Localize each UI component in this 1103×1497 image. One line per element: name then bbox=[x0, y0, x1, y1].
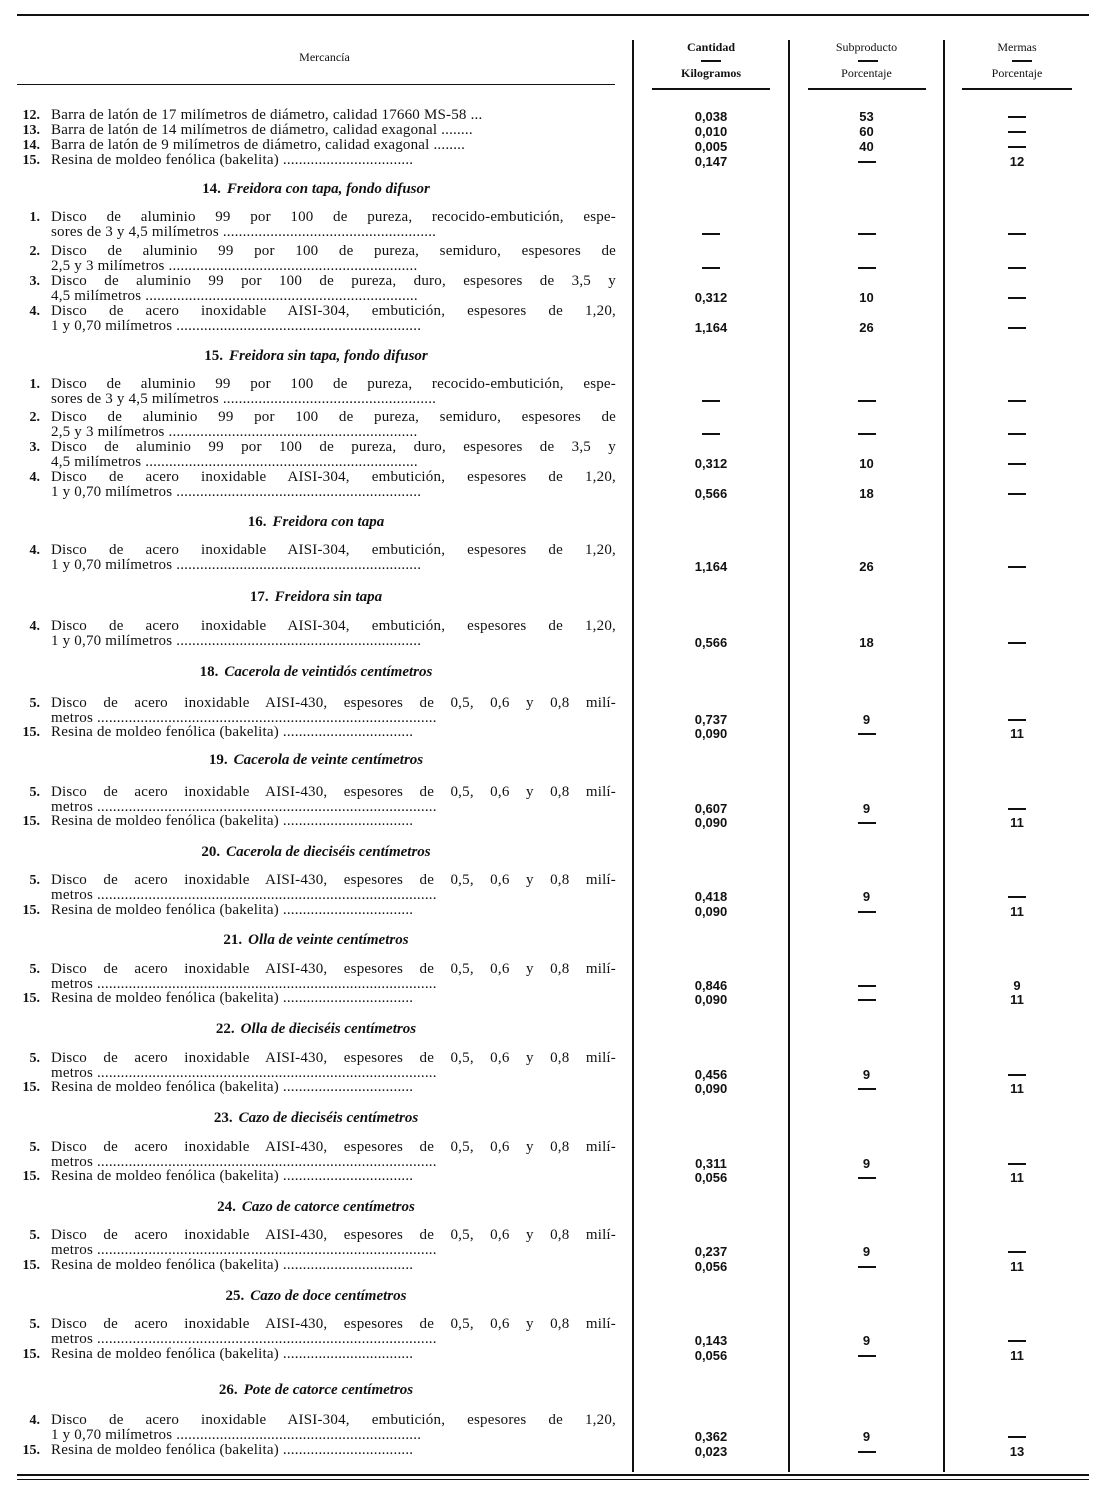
description-line: Resina de moldeo fenólica (bakelita) ................................. bbox=[51, 1443, 414, 1458]
item-number: 4. bbox=[29, 304, 40, 319]
description-line: Resina de moldeo fenólica (bakelita) ................................. bbox=[51, 991, 414, 1006]
subproduct-percent: 10 bbox=[859, 290, 874, 305]
quantity-kg: 0,456 bbox=[694, 1067, 728, 1082]
description-line: 1 y 0,70 milímetros .............................................................. bbox=[51, 558, 422, 573]
item-description bbox=[51, 440, 616, 470]
description-line: Disco de acero inoxidable AISI-430, espesores de 0,5, 0,6 y 0,8 milí- bbox=[51, 1140, 616, 1155]
item-description bbox=[51, 903, 616, 918]
description-line: Resina de moldeo fenólica (bakelita) ................................. bbox=[51, 1347, 414, 1362]
quantity-kg: 0,143 bbox=[694, 1333, 728, 1348]
item-number: 15. bbox=[22, 1347, 40, 1362]
subproduct-percent: 9 bbox=[862, 1156, 871, 1171]
description-line: Resina de moldeo fenólica (bakelita) ................................. bbox=[51, 725, 414, 740]
section-number: 24. bbox=[217, 1199, 236, 1215]
description-line: Disco de acero inoxidable AISI-304, embutición, espesores de 1,20, bbox=[51, 1413, 616, 1428]
section-label: Pote de catorce centímetros bbox=[243, 1382, 414, 1398]
subproduct-percent-dash bbox=[858, 161, 876, 163]
description-line: 4,5 milímetros ..................................................................... bbox=[51, 289, 418, 304]
item-description bbox=[51, 304, 616, 334]
section-label: Olla de dieciséis centímetros bbox=[240, 1021, 417, 1037]
subproduct-percent-dash bbox=[858, 1355, 876, 1357]
subproduct-percent: 9 bbox=[862, 1429, 871, 1444]
description-line: Disco de acero inoxidable AISI-304, embutición, espesores de 1,20, bbox=[51, 304, 616, 319]
description-line: Disco de aluminio 99 por 100 de pureza, recocido-embutición, espe- bbox=[51, 210, 616, 225]
subproduct-percent: 60 bbox=[859, 124, 874, 139]
header-subproducto: Subproducto bbox=[835, 40, 898, 54]
header-sub-porcentaje: Porcentaje bbox=[841, 66, 892, 80]
header-mermas-dash bbox=[1012, 60, 1032, 62]
item-number: 5. bbox=[29, 962, 40, 977]
item-description bbox=[51, 470, 616, 500]
item-description bbox=[51, 274, 616, 304]
item-description bbox=[51, 962, 616, 992]
waste-percent: 11 bbox=[1010, 1081, 1024, 1096]
quantity-kg: 0,362 bbox=[694, 1429, 728, 1444]
section-number: 26. bbox=[218, 1382, 238, 1398]
description-line: 2,5 y 3 milímetros ............................................................... bbox=[51, 259, 418, 274]
description-line: metros ...................................................................................... bbox=[51, 1332, 437, 1347]
description-line: Disco de acero inoxidable AISI-430, espesores de 0,5, 0,6 y 0,8 milí- bbox=[51, 1228, 616, 1243]
description-line: metros ...................................................................................... bbox=[51, 1243, 437, 1258]
section-title bbox=[0, 348, 632, 365]
description-line: Resina de moldeo fenólica (bakelita) ................................. bbox=[51, 814, 414, 829]
section-label: Cazo de doce centímetros bbox=[250, 1288, 407, 1304]
item-number: 5. bbox=[29, 696, 40, 711]
item-number: 14. bbox=[22, 138, 40, 153]
item-description bbox=[51, 785, 616, 815]
section-label: Olla de veinte centímetros bbox=[248, 932, 409, 948]
description-line: sores de 3 y 4,5 milímetros ...................................................... bbox=[51, 392, 437, 407]
waste-percent-dash bbox=[1008, 642, 1026, 644]
quantity-kg: 0,090 bbox=[694, 815, 728, 830]
subproduct-percent-dash bbox=[858, 1451, 876, 1453]
header-mercancia: Mercancía bbox=[299, 50, 350, 64]
quantity-kg-dash bbox=[702, 433, 720, 435]
section-title bbox=[0, 1288, 632, 1305]
description-line: 1 y 0,70 milímetros .............................................................. bbox=[51, 485, 422, 500]
subproduct-percent-dash bbox=[858, 1177, 876, 1179]
section-label: Cacerola de veintidós centímetros bbox=[224, 664, 433, 680]
section-number: 19. bbox=[208, 752, 228, 768]
item-description bbox=[51, 377, 616, 407]
description-line: metros ...................................................................................... bbox=[51, 1155, 437, 1170]
quantity-kg: 0,038 bbox=[694, 109, 728, 124]
item-number: 2. bbox=[29, 410, 40, 425]
item-description bbox=[51, 619, 616, 649]
section-title bbox=[0, 589, 632, 606]
subproduct-percent: 40 bbox=[859, 139, 874, 154]
section-title bbox=[0, 1199, 632, 1216]
waste-percent-dash bbox=[1008, 463, 1026, 465]
subproduct-percent-dash bbox=[858, 1266, 876, 1268]
subproduct-percent: 10 bbox=[859, 456, 874, 471]
item-number: 2. bbox=[29, 244, 40, 259]
waste-percent-dash bbox=[1008, 566, 1026, 568]
waste-percent-dash bbox=[1008, 267, 1026, 269]
description-line: Barra de latón de 9 milímetros de diámetro, calidad exagonal ........ bbox=[51, 138, 466, 153]
item-description bbox=[51, 1347, 616, 1362]
item-number: 15. bbox=[22, 153, 40, 168]
subproduct-percent: 9 bbox=[862, 1067, 871, 1082]
item-number: 4. bbox=[29, 1413, 40, 1428]
subproduct-percent: 9 bbox=[862, 889, 871, 904]
description-line: Disco de acero inoxidable AISI-430, espesores de 0,5, 0,6 y 0,8 milí- bbox=[51, 696, 616, 711]
item-description bbox=[51, 873, 616, 903]
subproduct-percent: 53 bbox=[859, 109, 874, 124]
subproduct-percent-dash bbox=[858, 400, 876, 402]
item-number: 4. bbox=[29, 619, 40, 634]
item-description bbox=[51, 210, 616, 240]
subproduct-percent-dash bbox=[858, 822, 876, 824]
bottom-rule-2 bbox=[17, 1479, 1089, 1480]
header-mercancia-underline bbox=[17, 84, 615, 85]
bottom-rule-1 bbox=[17, 1474, 1089, 1476]
header-mermas-underline bbox=[962, 88, 1072, 90]
header-cantidad-dash bbox=[701, 60, 721, 62]
subproduct-percent: 26 bbox=[859, 559, 874, 574]
quantity-kg-dash bbox=[702, 400, 720, 402]
quantity-kg: 0,418 bbox=[694, 889, 728, 904]
item-number: 15. bbox=[22, 1258, 40, 1273]
subproduct-percent: 18 bbox=[859, 635, 874, 650]
description-line: Disco de acero inoxidable AISI-430, espesores de 0,5, 0,6 y 0,8 milí- bbox=[51, 1051, 616, 1066]
header-mermas: Mermas bbox=[997, 40, 1037, 54]
item-number: 12. bbox=[22, 108, 40, 123]
section-title bbox=[0, 1382, 632, 1399]
section-number: 22. bbox=[215, 1021, 235, 1037]
description-line: Resina de moldeo fenólica (bakelita) ................................. bbox=[51, 1258, 414, 1273]
item-number: 5. bbox=[29, 1140, 40, 1155]
subproduct-percent-dash bbox=[858, 233, 876, 235]
section-number: 18. bbox=[199, 664, 219, 680]
item-number: 1. bbox=[29, 210, 40, 225]
description-line: Resina de moldeo fenólica (bakelita) ................................. bbox=[51, 153, 414, 168]
quantity-kg: 0,147 bbox=[694, 154, 728, 169]
waste-percent-dash bbox=[1008, 808, 1026, 810]
section-label: Cacerola de dieciséis centímetros bbox=[226, 844, 431, 860]
waste-percent-dash bbox=[1008, 1163, 1026, 1165]
section-label: Freidora sin tapa bbox=[274, 589, 383, 605]
waste-percent-dash bbox=[1008, 896, 1026, 898]
quantity-kg: 0,846 bbox=[694, 978, 728, 993]
section-title bbox=[0, 514, 632, 531]
section-number: 14. bbox=[202, 181, 221, 197]
section-title bbox=[0, 752, 632, 769]
header-subproducto-underline bbox=[808, 88, 926, 90]
item-description bbox=[51, 814, 616, 829]
item-number: 3. bbox=[29, 440, 40, 455]
item-description bbox=[51, 410, 616, 440]
item-description bbox=[51, 725, 616, 740]
description-line: Disco de aluminio 99 por 100 de pureza, duro, espesores de 3,5 y bbox=[51, 440, 616, 455]
section-number: 21. bbox=[223, 932, 243, 948]
section-number: 25. bbox=[225, 1288, 245, 1304]
description-line: Barra de latón de 14 milímetros de diámetro, calidad exagonal ........ bbox=[51, 123, 473, 138]
quantity-kg-dash bbox=[702, 267, 720, 269]
section-number: 16. bbox=[247, 514, 267, 530]
item-description bbox=[51, 1317, 616, 1347]
description-line: Resina de moldeo fenólica (bakelita) ................................. bbox=[51, 1169, 414, 1184]
waste-percent: 11 bbox=[1010, 815, 1024, 830]
description-line: Disco de acero inoxidable AISI-304, embutición, espesores de 1,20, bbox=[51, 543, 616, 558]
item-number: 5. bbox=[29, 785, 40, 800]
quantity-kg: 0,056 bbox=[694, 1259, 728, 1274]
section-label: Freidora sin tapa, fondo difusor bbox=[228, 348, 428, 364]
item-description bbox=[51, 1443, 616, 1458]
description-line: 1 y 0,70 milímetros .............................................................. bbox=[51, 319, 422, 334]
item-description bbox=[51, 1051, 616, 1081]
column-divider-3 bbox=[943, 40, 945, 1472]
subproduct-percent: 18 bbox=[859, 486, 874, 501]
waste-percent: 9 bbox=[1013, 978, 1021, 993]
waste-percent: 11 bbox=[1010, 726, 1024, 741]
waste-percent: 11 bbox=[1010, 1170, 1024, 1185]
quantity-kg-dash bbox=[702, 233, 720, 235]
description-line: Disco de aluminio 99 por 100 de pureza, semiduro, espesores de bbox=[51, 410, 616, 425]
subproduct-percent: 9 bbox=[862, 1333, 871, 1348]
waste-percent-dash bbox=[1008, 233, 1026, 235]
description-line: metros ...................................................................................... bbox=[51, 711, 437, 726]
item-number: 15. bbox=[22, 814, 40, 829]
section-title bbox=[0, 844, 632, 861]
header-kilogramos: Kilogramos bbox=[681, 66, 741, 80]
item-number: 4. bbox=[29, 470, 40, 485]
waste-percent: 11 bbox=[1010, 904, 1024, 919]
item-description bbox=[51, 543, 616, 573]
item-description bbox=[51, 153, 616, 168]
section-number: 17. bbox=[249, 589, 269, 605]
item-number: 3. bbox=[29, 274, 40, 289]
item-number: 15. bbox=[22, 991, 40, 1006]
waste-percent: 12 bbox=[1009, 154, 1025, 169]
description-line: Disco de acero inoxidable AISI-430, espesores de 0,5, 0,6 y 0,8 milí- bbox=[51, 785, 616, 800]
section-title bbox=[0, 664, 632, 681]
quantity-kg: 0,737 bbox=[694, 712, 728, 727]
header-cantidad: Cantidad bbox=[686, 40, 736, 54]
section-title bbox=[0, 932, 632, 949]
subproduct-percent: 9 bbox=[862, 1244, 871, 1259]
quantity-kg: 0,566 bbox=[694, 635, 728, 650]
waste-percent-dash bbox=[1008, 1340, 1026, 1342]
waste-percent-dash bbox=[1008, 719, 1026, 721]
section-label: Freidora con tapa bbox=[272, 514, 385, 530]
waste-percent-dash bbox=[1008, 327, 1026, 329]
description-line: Disco de aluminio 99 por 100 de pureza, semiduro, espesores de bbox=[51, 244, 616, 259]
quantity-kg: 0,005 bbox=[694, 139, 728, 154]
waste-percent-dash bbox=[1008, 116, 1026, 118]
description-line: Disco de acero inoxidable AISI-430, espesores de 0,5, 0,6 y 0,8 milí- bbox=[51, 962, 616, 977]
subproduct-percent: 26 bbox=[859, 320, 874, 335]
quantity-kg: 0,023 bbox=[694, 1444, 728, 1459]
item-number: 4. bbox=[29, 543, 40, 558]
quantity-kg: 0,312 bbox=[694, 456, 728, 471]
waste-percent-dash bbox=[1008, 1074, 1026, 1076]
item-number: 5. bbox=[29, 1051, 40, 1066]
subproduct-percent-dash bbox=[858, 985, 876, 987]
waste-percent-dash bbox=[1008, 493, 1026, 495]
waste-percent-dash bbox=[1008, 297, 1026, 299]
item-number: 5. bbox=[29, 1317, 40, 1332]
description-line: 4,5 milímetros ..................................................................... bbox=[51, 455, 418, 470]
section-label: Cazo de catorce centímetros bbox=[241, 1199, 415, 1215]
item-description bbox=[51, 138, 616, 153]
waste-percent: 11 bbox=[1010, 1348, 1024, 1363]
section-label: Freidora con tapa, fondo difusor bbox=[226, 181, 430, 197]
description-line: Disco de acero inoxidable AISI-430, espesores de 0,5, 0,6 y 0,8 milí- bbox=[51, 1317, 616, 1332]
item-number: 13. bbox=[22, 123, 40, 138]
quantity-kg: 0,090 bbox=[694, 992, 728, 1007]
description-line: Barra de latón de 17 milímetros de diámetro, calidad 17660 MS-58 ... bbox=[51, 108, 483, 123]
item-number: 5. bbox=[29, 873, 40, 888]
quantity-kg: 0,566 bbox=[694, 486, 728, 501]
item-number: 1. bbox=[29, 377, 40, 392]
section-title bbox=[0, 181, 632, 198]
item-number: 15. bbox=[22, 1080, 40, 1095]
description-line: 1 y 0,70 milímetros .............................................................. bbox=[51, 634, 422, 649]
description-line: Disco de acero inoxidable AISI-430, espesores de 0,5, 0,6 y 0,8 milí- bbox=[51, 873, 616, 888]
description-line: metros ...................................................................................... bbox=[51, 977, 437, 992]
description-line: Disco de acero inoxidable AISI-304, embutición, espesores de 1,20, bbox=[51, 619, 616, 634]
quantity-kg: 0,311 bbox=[695, 1156, 727, 1171]
section-label: Cacerola de veinte centímetros bbox=[233, 752, 424, 768]
waste-percent: 13 bbox=[1009, 1444, 1025, 1459]
description-line: Resina de moldeo fenólica (bakelita) ................................. bbox=[51, 1080, 414, 1095]
subproduct-percent-dash bbox=[858, 267, 876, 269]
item-description bbox=[51, 1258, 616, 1273]
item-number: 15. bbox=[22, 1169, 40, 1184]
section-number: 15. bbox=[204, 348, 223, 364]
description-line: Disco de acero inoxidable AISI-304, embutición, espesores de 1,20, bbox=[51, 470, 616, 485]
item-description bbox=[51, 1413, 616, 1443]
quantity-kg: 0,090 bbox=[694, 726, 728, 741]
waste-percent-dash bbox=[1008, 131, 1026, 133]
item-description bbox=[51, 991, 616, 1006]
item-description bbox=[51, 1140, 616, 1170]
description-line: Resina de moldeo fenólica (bakelita) ................................. bbox=[51, 903, 414, 918]
waste-percent-dash bbox=[1008, 400, 1026, 402]
section-number: 20. bbox=[201, 844, 221, 860]
waste-percent-dash bbox=[1008, 1251, 1026, 1253]
item-number: 15. bbox=[22, 903, 40, 918]
item-description bbox=[51, 123, 616, 138]
item-description bbox=[51, 1080, 616, 1095]
subproduct-percent-dash bbox=[858, 999, 876, 1001]
quantity-kg: 0,010 bbox=[694, 124, 728, 139]
section-title bbox=[0, 1021, 632, 1038]
quantity-kg: 0,090 bbox=[694, 1081, 728, 1096]
item-description bbox=[51, 244, 616, 274]
description-line: 2,5 y 3 milímetros ............................................................... bbox=[51, 425, 418, 440]
description-line: sores de 3 y 4,5 milímetros ...................................................... bbox=[51, 225, 437, 240]
item-description bbox=[51, 1169, 616, 1184]
item-number: 15. bbox=[22, 1443, 40, 1458]
item-description bbox=[51, 108, 616, 123]
waste-percent-dash bbox=[1008, 146, 1026, 148]
subproduct-percent-dash bbox=[858, 911, 876, 913]
section-title bbox=[0, 1110, 632, 1127]
description-line: Disco de aluminio 99 por 100 de pureza, duro, espesores de 3,5 y bbox=[51, 274, 616, 289]
waste-percent-dash bbox=[1008, 1436, 1026, 1438]
section-label: Cazo de dieciséis centímetros bbox=[238, 1110, 419, 1126]
waste-percent-dash bbox=[1008, 433, 1026, 435]
top-rule bbox=[17, 14, 1089, 16]
subproduct-percent-dash bbox=[858, 733, 876, 735]
subproduct-percent-dash bbox=[858, 433, 876, 435]
item-number: 5. bbox=[29, 1228, 40, 1243]
description-line: metros ...................................................................................... bbox=[51, 800, 437, 815]
quantity-kg: 0,237 bbox=[694, 1244, 728, 1259]
quantity-kg: 0,312 bbox=[694, 290, 728, 305]
header-mermas-porcentaje: Porcentaje bbox=[991, 66, 1043, 80]
quantity-kg: 0,056 bbox=[694, 1170, 728, 1185]
section-number: 23. bbox=[213, 1110, 233, 1126]
header-subproducto-dash bbox=[858, 60, 878, 62]
quantity-kg: 0,090 bbox=[694, 904, 728, 919]
quantity-kg: 1,164 bbox=[694, 320, 728, 335]
item-description bbox=[51, 1228, 616, 1258]
quantity-kg: 0,056 bbox=[694, 1348, 728, 1363]
item-number: 15. bbox=[22, 725, 40, 740]
subproduct-percent: 9 bbox=[862, 801, 871, 816]
description-line: 1 y 0,70 milímetros .............................................................. bbox=[51, 1428, 422, 1443]
subproduct-percent: 9 bbox=[862, 712, 871, 727]
description-line: metros ...................................................................................... bbox=[51, 888, 437, 903]
waste-percent: 11 bbox=[1010, 1259, 1024, 1274]
quantity-kg: 1,164 bbox=[694, 559, 728, 574]
description-line: Disco de aluminio 99 por 100 de pureza, recocido-embutición, espe- bbox=[51, 377, 616, 392]
description-line: metros ...................................................................................... bbox=[51, 1066, 437, 1081]
quantity-kg: 0,607 bbox=[694, 801, 728, 816]
header-cantidad-underline bbox=[652, 88, 770, 90]
subproduct-percent-dash bbox=[858, 1088, 876, 1090]
waste-percent: 11 bbox=[1010, 992, 1024, 1007]
item-description bbox=[51, 696, 616, 726]
